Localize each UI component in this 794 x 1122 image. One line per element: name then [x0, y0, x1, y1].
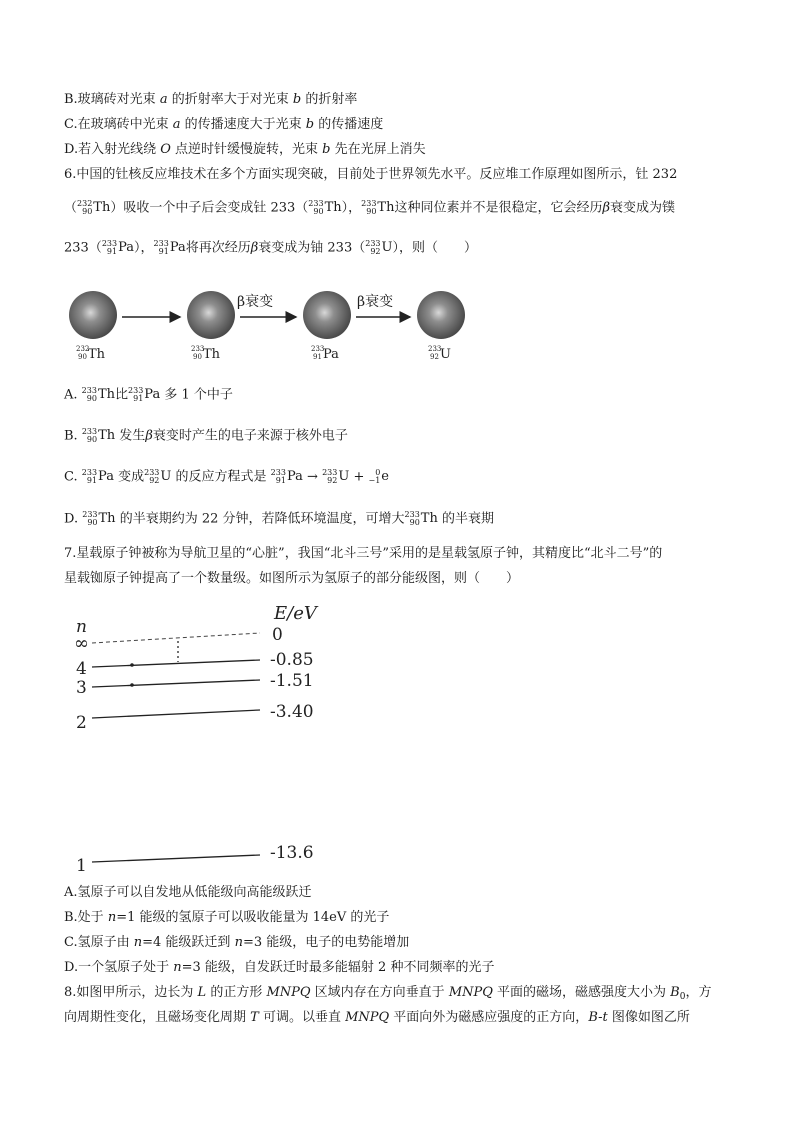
q6-option-d: D. 233 90 Th 的半衰期约为 22 分钟，若降低环境温度，可增大 233 90 Th 的半衰期: [64, 510, 494, 527]
level-n-infinity: ∞: [74, 633, 89, 654]
label-pa233-mass: 233: [311, 345, 325, 353]
level-line-3: [92, 680, 260, 687]
level-n-1: 1: [76, 856, 87, 876]
level-e-1: -13.6: [270, 843, 314, 863]
prev-option-d: D.若入射光线绕 O 点逆时针缓慢旋转，光束 b 先在光屏上消失: [64, 142, 426, 157]
q8-stem-line2: 向周期性变化，且磁场变化周期 T 可调。以垂直 MNPQ 平面向外为磁感应强度的正方向，B-t 图像如图乙所: [64, 1010, 690, 1025]
q7-option-c: C.氢原子由 n=4 能级跃迁到 n=3 能级，电子的电势能增加: [64, 935, 410, 950]
level-e-3: -1.51: [270, 671, 314, 691]
energy-axis-label: E/eV: [274, 603, 317, 624]
level-n-4: 4: [76, 659, 87, 679]
label-th232-mass: 232: [76, 345, 90, 353]
label-th232-z: 90: [78, 353, 87, 361]
nuclide-th232: 232 90 Th: [77, 199, 111, 216]
q6-stem-line1: 6.中国的钍核反应堆技术在多个方面实现突破，目前处于世界领先水平。反应堆工作原理如图所示，钍 232: [64, 167, 678, 182]
quantum-number-label: n: [76, 617, 87, 637]
nuclide-th233: 233 90 Th: [308, 199, 342, 216]
level-e-2: -3.40: [270, 702, 314, 722]
level-line-1: [92, 855, 260, 862]
thorium-232-sphere: [69, 291, 117, 339]
label-u233-sym: U: [440, 347, 451, 362]
q6-stem-line3: 233（ 233 91 Pa ）， 233 91 Pa 将再次经历β衰变成为铀 233（ 233 92 U ），则（ ）: [64, 239, 477, 256]
q6-stem-line2: （ 232 90 Th ）吸收一个中子后会变成钍 233（ 233 90 Th ）， 233 90 Th 这种同位素并不是很稳定，它会经历β衰变成为镤: [64, 199, 676, 216]
q7-option-d: D.一个氢原子处于 n=3 能级，自发跃迁时最多能辐射 2 种不同频率的光子: [64, 960, 495, 975]
level-line-4: [92, 660, 260, 667]
nuclide-u233: 233 92 U: [365, 239, 393, 256]
prev-option-c: C.在玻璃砖中光束 a 的传播速度大于光束 b 的传播速度: [64, 117, 384, 132]
q6-option-a: A. 233 90 Th 比 233 91 Pa 多 1 个中子: [64, 386, 233, 403]
q7-option-a: A.氢原子可以自发地从低能级向高能级跃迁: [64, 885, 312, 900]
reaction-chain-figure: [60, 282, 480, 368]
thorium-233-sphere: [187, 291, 235, 339]
beta-decay-label-2: β衰变: [357, 294, 394, 310]
level-line-2: [92, 710, 260, 718]
q7-option-b: B.处于 n=1 能级的氢原子可以吸收能量为 14eV 的光子: [64, 910, 390, 925]
label-pa233-sym: Pa: [323, 347, 339, 362]
label-u233-mass: 233: [428, 345, 442, 353]
prev-option-b: B.玻璃砖对光束 a 的折射率大于对光束 b 的折射率: [64, 92, 358, 107]
label-u233-z: 92: [430, 353, 439, 361]
level-n-3: 3: [76, 678, 87, 698]
level-e-infinity: 0: [272, 625, 283, 645]
energy-level-diagram: [60, 596, 360, 880]
label-th233-mass: 233: [191, 345, 205, 353]
uranium-233-sphere: [417, 291, 465, 339]
q6-option-b: B. 233 90 Th 发生β衰变时产生的电子来源于核外电子: [64, 427, 348, 444]
q6-option-c: C. 233 91 Pa 变成 233 92 U 的反应方程式是 233 91 Pa → 233 92 U + 0 −1 e: [64, 468, 389, 485]
q8-stem-line1: 8.如图甲所示，边长为 L 的正方形 MNPQ 区域内存在方向垂直于 MNPQ 平面的磁场，磁感强度大小为 $B_0$，方: [64, 985, 712, 1002]
q7-stem-line2: 星载铷原子钟提高了一个数量级。如图所示为氢原子的部分能级图，则（ ）: [64, 571, 520, 586]
q7-stem-line1: 7.星载原子钟被称为导航卫星的“心脏”，我国“北斗三号”采用的是星载氢原子钟，其精度比“北斗二号”的: [64, 546, 663, 561]
label-th233-sym: Th: [203, 347, 221, 362]
level-n-2: 2: [76, 713, 87, 733]
beta-decay-label-1: β衰变: [237, 294, 274, 310]
label-th232-sym: Th: [88, 347, 106, 362]
label-th233-z: 90: [193, 353, 202, 361]
label-pa233-z: 91: [313, 353, 322, 361]
nuclide-pa233: 233 91 Pa: [101, 239, 135, 256]
protactinium-233-sphere: [303, 291, 351, 339]
level-e-4: -0.85: [270, 650, 314, 670]
level-line-infinity: [92, 633, 260, 643]
